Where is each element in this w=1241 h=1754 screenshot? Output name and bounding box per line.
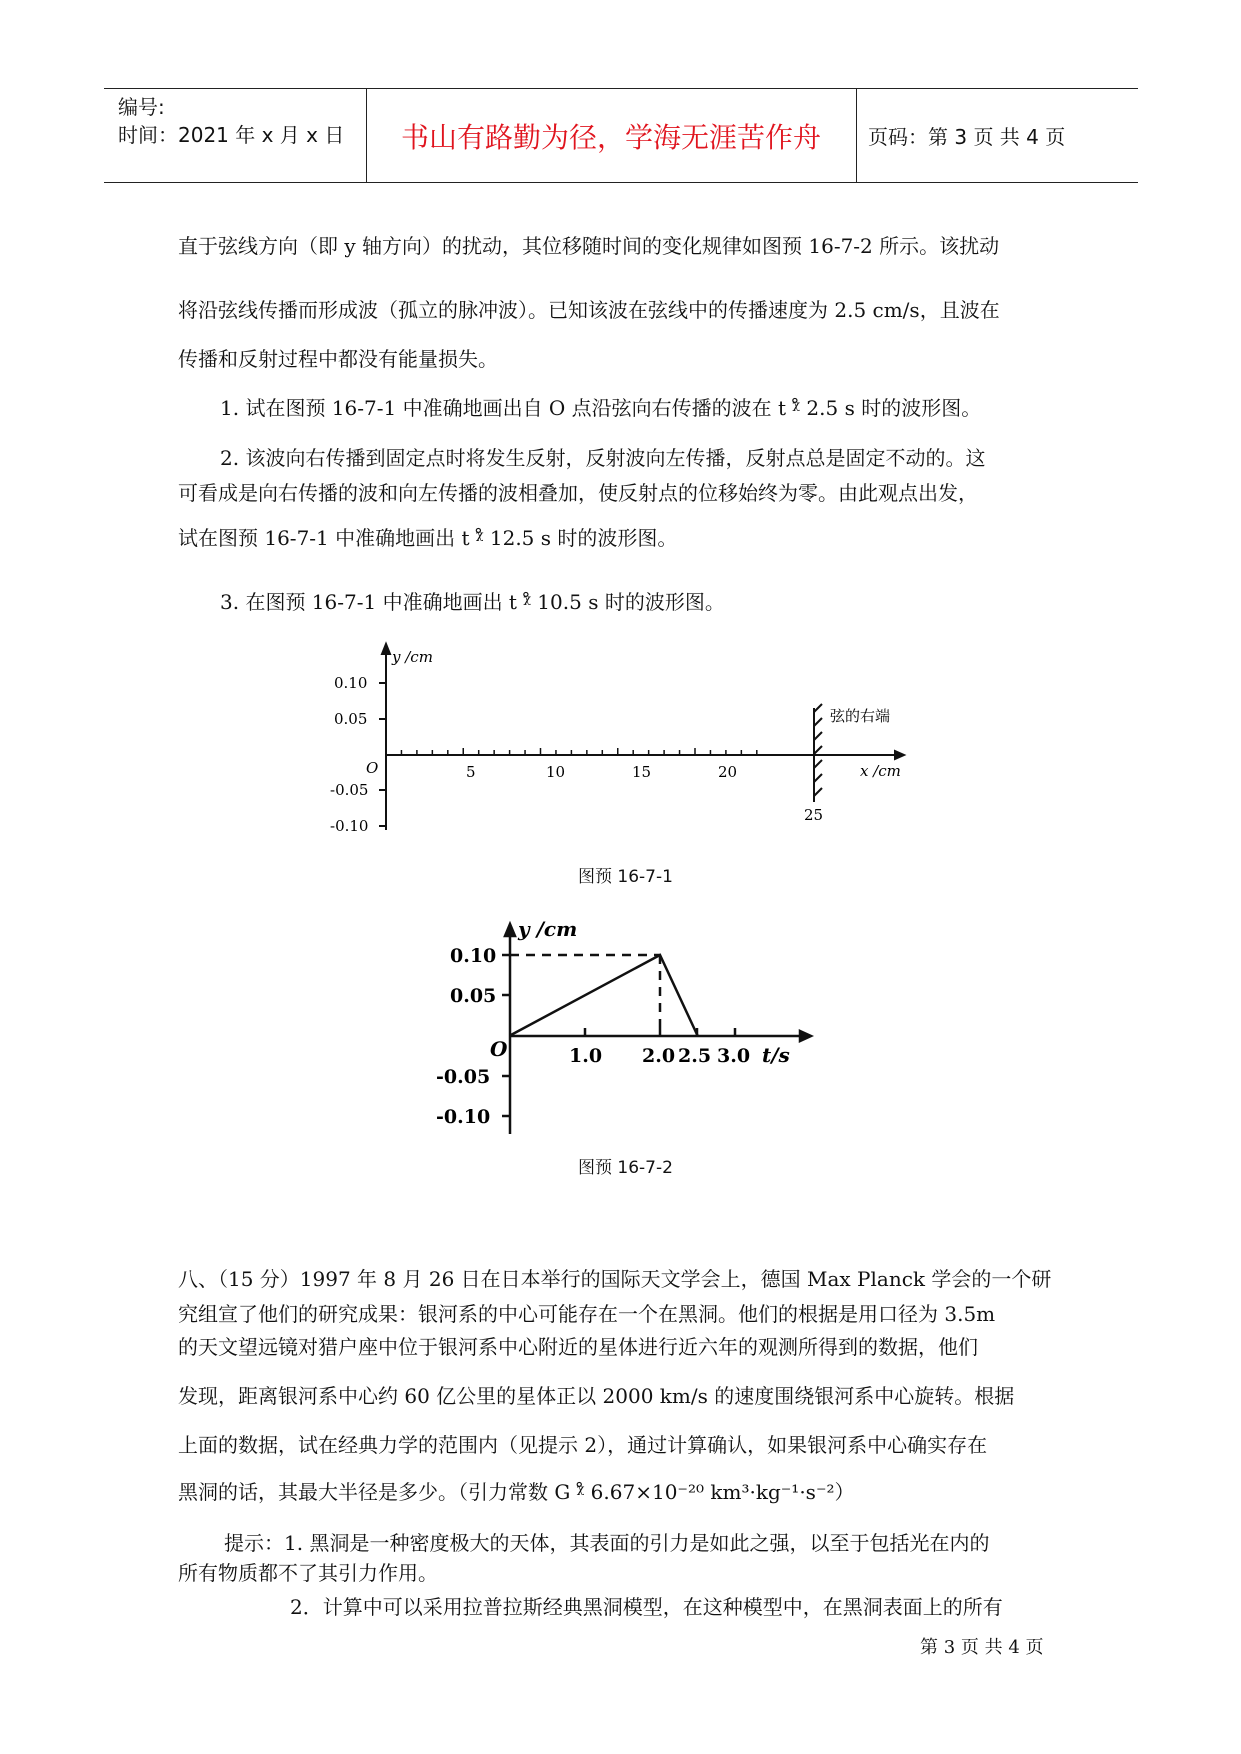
x-tick-label: 20: [718, 763, 738, 781]
document-header: [104, 88, 1138, 183]
y-tick-label: 0.05: [334, 710, 368, 728]
x-axis-arrow: [895, 751, 904, 759]
y-tick-label: 0.05: [450, 985, 497, 1007]
pulse-series-line: [510, 955, 698, 1036]
x-axis-label: x /cm: [860, 762, 901, 780]
y-axis-label: y /cm: [392, 648, 433, 666]
paragraph-line: 八、（15 分）1997 年 8 月 26 日在日本举行的国际天文学会上，德国 Max Planck 学会的一个研: [178, 1267, 1052, 1291]
paragraph-line: 究组宣了他们的研究成果：银河系的中心可能存在一个在黑洞。他们的根据是用口径为 3.5m: [178, 1302, 996, 1326]
paragraph-line: 将沿弦线传播而形成波（孤立的脉冲波）。已知该波在弦线中的传播速度为 2.5 cm/s，且波在: [178, 298, 1000, 322]
y-tick-label: -0.05: [436, 1066, 491, 1088]
question-1: 1. 试在图预 16-7-1 中准确地画出自 O 点沿弦向右传播的波在 t ᵡ̊ 2.5 s 时的波形图。: [220, 396, 982, 420]
y-tick-label: 0.10: [334, 674, 368, 692]
question-2-line: 可看成是向右传播的波和向左传播的波相叠加，使反射点的位移始终为零。由此观点出发，: [178, 481, 978, 505]
question-2-line: 2. 该波向右传播到固定点时将发生反射，反射波向左传播，反射点总是固定不动的。这: [220, 446, 986, 470]
figure-2-chart: [430, 912, 820, 1147]
x-axis-label: t/s: [762, 1043, 790, 1067]
x-tick-label: 15: [632, 763, 652, 781]
header-page-label: 页码：第 3 页 共 4 页: [868, 125, 1066, 149]
x-tick-label: 2.0: [642, 1045, 676, 1067]
right-end-label: 弦的右端: [830, 707, 891, 725]
hint-line: 提示：1. 黑洞是一种密度极大的天体，其表面的引力是如此之强，以至于包括光在内的: [224, 1531, 990, 1555]
y-axis-arrow: [505, 924, 515, 936]
figure-2-caption: 图预 16-7-2: [578, 1158, 673, 1178]
paragraph-line: 发现，距离银河系中心约 60 亿公里的星体正以 2000 km/s 的速度围绕银河系中心旋转。根据: [178, 1384, 1015, 1408]
fixed-end-wall: [814, 704, 822, 802]
x-tick-label: 2.5: [678, 1045, 712, 1067]
time-label: 时间：2021 年 x 月 x 日: [118, 123, 345, 147]
y-axis-label: y /cm: [518, 917, 578, 941]
number-label: 编号:: [118, 95, 165, 119]
y-tick-label: -0.10: [330, 817, 369, 835]
paragraph-line: 直于弦线方向（即 y 轴方向）的扰动，其位移随时间的变化规律如图预 16-7-2 所示。该扰动: [178, 234, 1000, 258]
origin-label: O: [490, 1037, 508, 1061]
x-tick-label: 3.0: [717, 1045, 751, 1067]
header-divider: [856, 89, 857, 182]
hint-line: 2．计算中可以采用拉普拉斯经典黑洞模型，在这种模型中，在黑洞表面上的所有: [290, 1595, 1003, 1619]
y-tick-label: 0.10: [450, 945, 497, 967]
x-tick-label: 10: [546, 763, 566, 781]
question-3: 3. 在图预 16-7-1 中准确地画出 t ᵡ̊ 10.5 s 时的波形图。: [220, 590, 725, 614]
paragraph-line: 的天文望远镜对猎户座中位于银河系中心附近的星体进行近六年的观测所得到的数据，他们: [178, 1335, 978, 1359]
paragraph-line: 传播和反射过程中都没有能量损失。: [178, 347, 498, 371]
y-axis-arrow: [382, 644, 390, 654]
y-tick-label: -0.10: [436, 1106, 491, 1128]
x-tick-label: 25: [804, 806, 824, 824]
x-tick-label: 1.0: [569, 1045, 603, 1067]
figure-1-axes: [330, 640, 930, 840]
x-axis-arrow: [800, 1031, 811, 1041]
y-tick-label: -0.05: [330, 781, 369, 799]
header-left: [118, 93, 344, 149]
paragraph-line: 上面的数据，试在经典力学的范围内（见提示 2），通过计算确认，如果银河系中心确实存在: [178, 1433, 988, 1457]
hint-line: 所有物质都不了其引力作用。: [178, 1561, 438, 1585]
origin-label: O: [366, 759, 379, 777]
figure-1-caption: 图预 16-7-1: [578, 867, 673, 887]
header-motto: 书山有路勤为径，学海无涯苦作舟: [400, 120, 821, 154]
paragraph-line: 黑洞的话，其最大半径是多少。（引力常数 G ᵡ̊ 6.67×10⁻²⁰ km³·kg⁻¹·s⁻²）: [178, 1480, 855, 1504]
x-tick-label: 5: [466, 763, 476, 781]
question-2-line: 试在图预 16-7-1 中准确地画出 t ᵡ̊ 12.5 s 时的波形图。: [178, 526, 678, 550]
page-footer: 第 3 页 共 4 页: [920, 1637, 1044, 1658]
